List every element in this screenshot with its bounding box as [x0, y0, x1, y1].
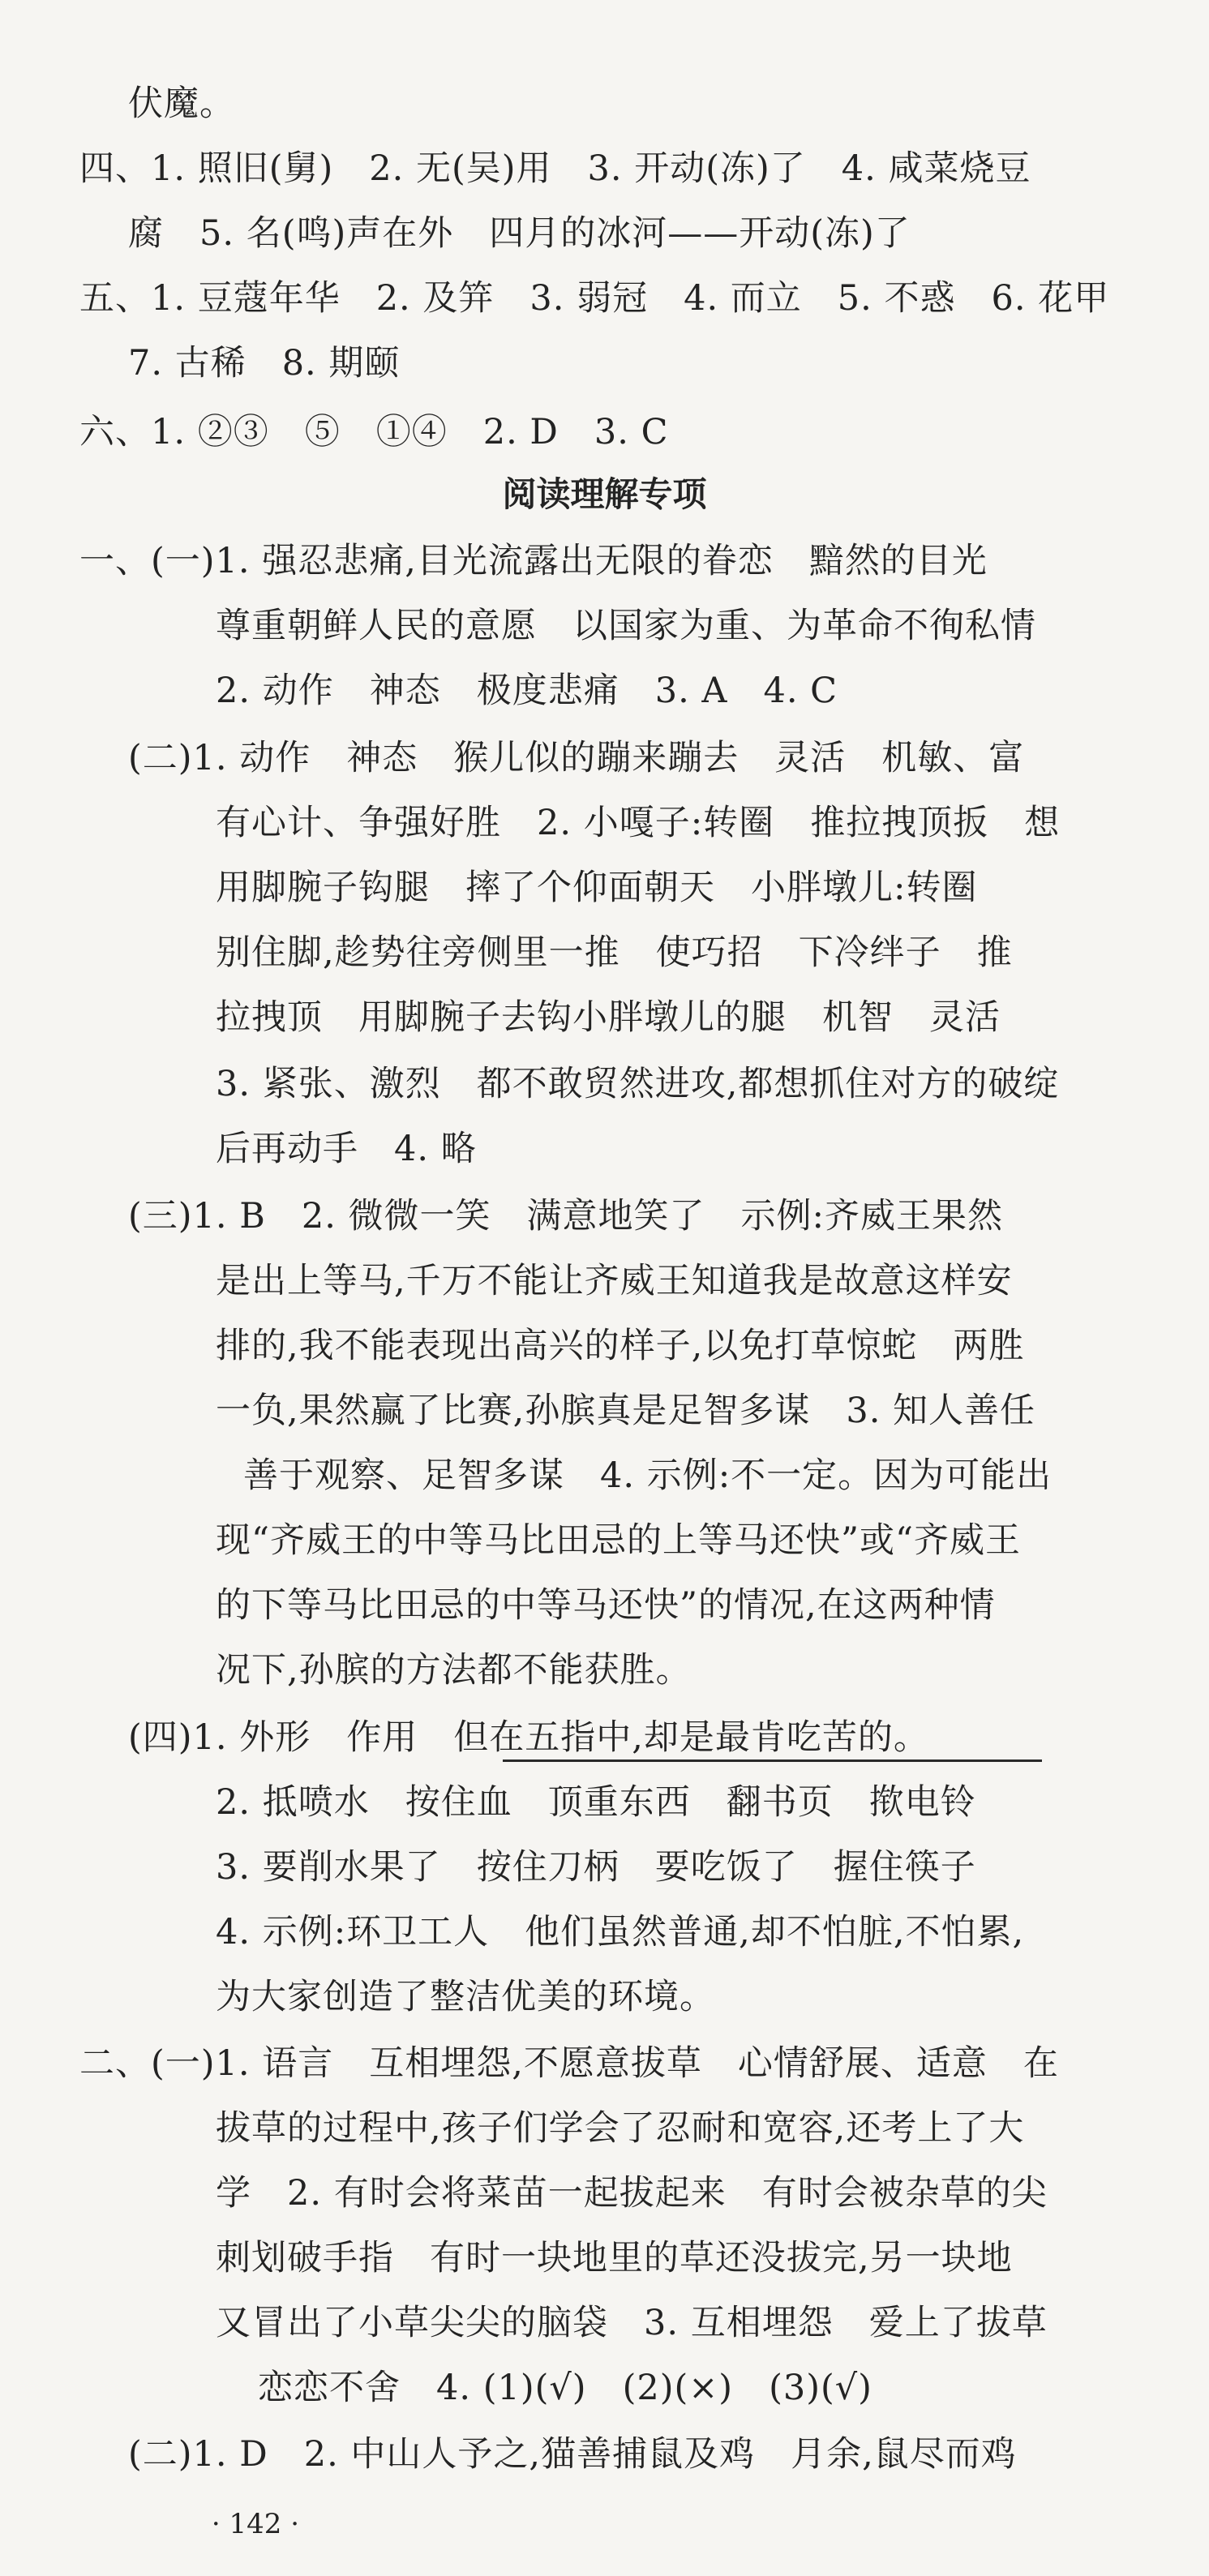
text-line: 一、(一)1. 强忍悲痛,目光流露出无限的眷恋 黯然的目光 — [79, 541, 988, 581]
text-line: 学 2. 有时会将菜苗一起拔起来 有时会被杂草的尖 — [216, 2173, 1048, 2214]
text-line: 二、(一)1. 语言 互相埋怨,不愿意拔草 心情舒展、适意 在 — [79, 2043, 1059, 2084]
quote-underline — [503, 1759, 1042, 1762]
text-line: 况下,孙膑的方法都不能获胜。 — [216, 1650, 692, 1691]
text-line: 后再动手 4. 略 — [216, 1129, 477, 1169]
section-title: 阅读理解专项 — [502, 474, 707, 514]
text-line: 又冒出了小草尖尖的脑袋 3. 互相埋怨 爱上了拔草 — [216, 2303, 1048, 2343]
text-line: (二)1. D 2. 中山人予之,猫善捕鼠及鸡 月余,鼠尽而鸡 — [128, 2434, 1017, 2475]
text-line: (三)1. B 2. 微微一笑 满意地笑了 示例:齐威王果然 — [128, 1196, 1004, 1237]
text-line: 现“齐威王的中等马比田忌的上等马还快”或“齐威王 — [216, 1520, 1021, 1561]
text-line: 拉拽顶 用脚腕子去钩小胖墩儿的腿 机智 灵活 — [216, 997, 1001, 1038]
text-line: 2. 抵喷水 按住血 顶重东西 翻书页 揿电铃 — [216, 1782, 976, 1823]
text-line: 别住脚,趁势往旁侧里一推 使巧招 下冷绊子 推 — [216, 932, 1013, 973]
page-number: · 142 · — [211, 2508, 300, 2540]
text-line: 7. 古稀 8. 期颐 — [128, 343, 401, 384]
text-line: 四、1. 照旧(舅) 2. 无(吴)用 3. 开动(冻)了 4. 咸菜烧豆 — [79, 148, 1031, 189]
text-line: 3. 要削水果了 按住刀柄 要吃饭了 握住筷子 — [216, 1847, 976, 1888]
text-line: 恋恋不舍 4. (1)(√) (2)(×) (3)(√) — [258, 2368, 872, 2408]
text-line: 4. 示例:环卫工人 他们虽然普通,却不怕脏,不怕累, — [216, 1912, 1025, 1952]
text-line: 一负,果然赢了比赛,孙膑真是足智多谋 3. 知人善任 — [216, 1391, 1036, 1431]
text-line: 伏魔。 — [128, 84, 235, 124]
text-line: 腐 5. 名(鸣)声在外 四月的冰河——开动(冻)了 — [128, 213, 911, 254]
text-line: 尊重朝鲜人民的意愿 以国家为重、为革命不徇私情 — [216, 606, 1037, 646]
text-line: 六、1. ②③ ⑤ ①④ 2. D 3. C — [79, 412, 669, 452]
text-line: (四)1. 外形 作用 但在五指中,却是最肯吃苦的。 — [128, 1717, 929, 1758]
text-line: 拔草的过程中,孩子们学会了忍耐和宽容,还考上了大 — [216, 2108, 1025, 2149]
text-line: 刺划破手指 有时一块地里的草还没拔完,另一块地 — [216, 2238, 1013, 2278]
text-line: 2. 动作 神态 极度悲痛 3. A 4. C — [216, 671, 838, 711]
text-line: (二)1. 动作 神态 猴儿似的蹦来蹦去 灵活 机敏、富 — [128, 738, 1025, 778]
text-line: 善于观察、足智多谋 4. 示例:不一定。因为可能出 — [243, 1455, 1053, 1496]
text-line: 排的,我不能表现出高兴的样子,以免打草惊蛇 两胜 — [216, 1326, 1025, 1366]
text-line: 为大家创造了整洁优美的环境。 — [216, 1977, 715, 2017]
text-line: 是出上等马,千万不能让齐威王知道我是故意这样安 — [216, 1261, 1013, 1301]
text-line: 用脚腕子钩腿 摔了个仰面朝天 小胖墩儿:转圈 — [216, 868, 978, 908]
text-line: 3. 紧张、激烈 都不敢贸然进攻,都想抓住对方的破绽 — [216, 1064, 1060, 1104]
text-line: 有心计、争强好胜 2. 小嘎子:转圈 推拉拽顶扳 想 — [216, 803, 1061, 843]
text-line: 五、1. 豆蔻年华 2. 及笄 3. 弱冠 4. 而立 5. 不惑 6. 花甲 — [79, 278, 1110, 319]
text-line: 的下等马比田忌的中等马还快”的情况,在这两种情 — [216, 1585, 996, 1626]
